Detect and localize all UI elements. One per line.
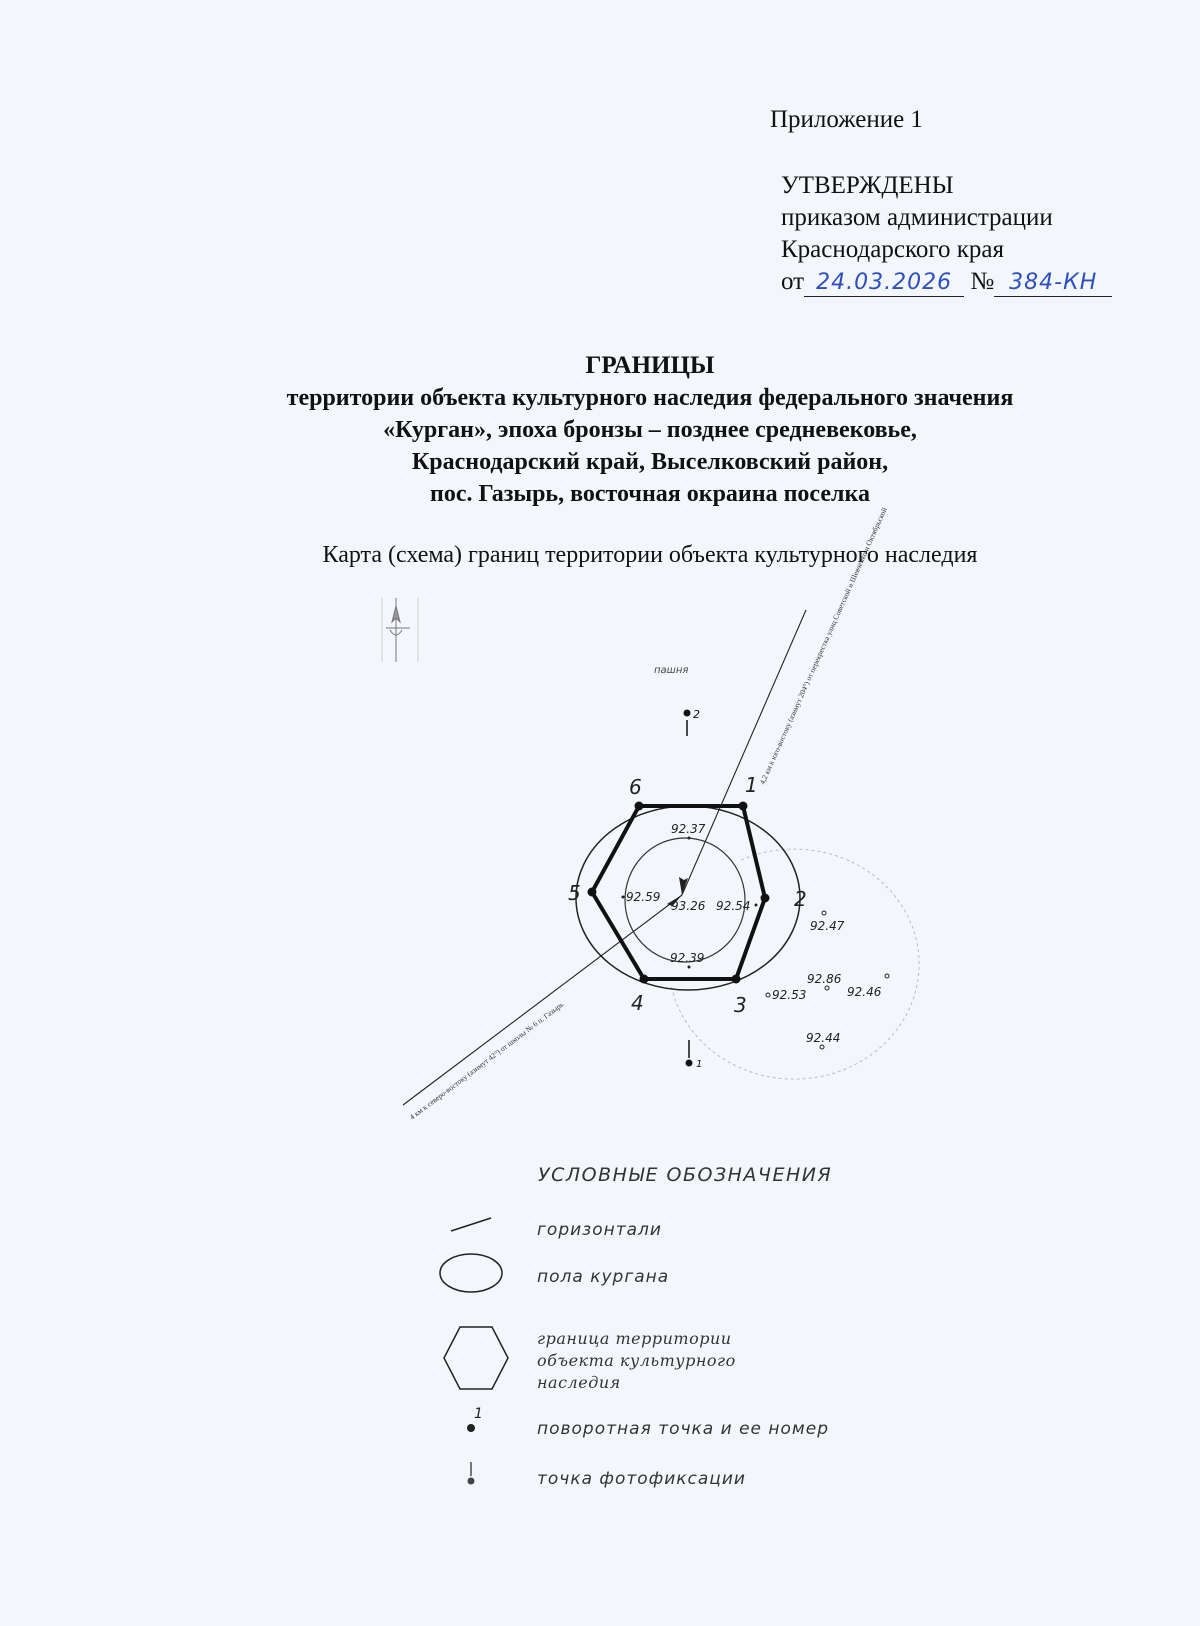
- appendix-label: Приложение 1: [770, 106, 923, 133]
- photo-point-1: [686, 1040, 703, 1070]
- photo-point-number-2: 2: [693, 708, 700, 721]
- elevation-e1: 92.47: [810, 919, 845, 933]
- handwritten-date: 24.03.2026: [816, 270, 953, 295]
- elevation-e2: 92.86: [807, 972, 842, 986]
- vertex-label-1: 1: [745, 773, 758, 797]
- elevation-bottom: 92.39: [670, 951, 705, 965]
- title-line-2: «Курган», эпоха бронзы – позднее средневековье,: [383, 417, 917, 443]
- ne-reference-text: 4,2 км к юго-востоку (азимут 204°) от перекрестка улиц Советской и Шевченко и Октябрьской: [757, 506, 889, 786]
- map-subtitle: Карта (схема) границ территории объекта культурного наследия: [322, 542, 978, 568]
- legend-contour-symbol: [451, 1218, 491, 1231]
- elevation-top: 92.37: [671, 822, 706, 836]
- vertex-label-5: 5: [568, 881, 581, 905]
- legend-turn-point-number: 1: [474, 1406, 483, 1422]
- field-label: пашня: [654, 665, 689, 676]
- title-line-3: Краснодарский край, Выселковский район,: [411, 449, 889, 475]
- approval-line-3: Краснодарского края: [781, 236, 1004, 263]
- legend-turn-point-label: поворотная точка и ее номер: [537, 1419, 829, 1439]
- legend-mound-floor-label: пола кургана: [537, 1267, 670, 1287]
- approval-heading: УТВЕРЖДЕНЫ: [781, 172, 954, 199]
- legend-ellipse-symbol: [440, 1254, 502, 1292]
- approval-line-2: приказом администрации: [781, 204, 1053, 231]
- legend-photo-point-symbol: [468, 1478, 475, 1485]
- reference-line-ne: [682, 610, 806, 895]
- legend-boundary-label: граница территории объекта культурного наследия: [537, 1329, 736, 1392]
- north-arrow-icon: [382, 598, 418, 662]
- from-label: от: [781, 268, 805, 295]
- title-line-4: пос. Газырь, восточная окраина поселка: [430, 481, 870, 507]
- legend-title: УСЛОВНЫЕ ОБОЗНАЧЕНИЯ: [538, 1164, 833, 1186]
- legend-contours-label: горизонтали: [537, 1220, 662, 1240]
- legend-hexagon-symbol: [444, 1327, 508, 1389]
- elevation-right: 92.54: [716, 899, 751, 913]
- vertex-label-3: 3: [734, 993, 747, 1017]
- elevation-center: 93.26: [671, 899, 706, 913]
- vertex-label-6: 6: [629, 775, 642, 799]
- elevation-e3: 92.53: [772, 988, 807, 1002]
- photo-point-2: [684, 708, 701, 736]
- vertex-label-2: 2: [794, 887, 807, 911]
- sw-reference-text: 4 км к северо-востоку (азимут 42°) от школы № 6 п. Газырь: [407, 999, 566, 1122]
- elevation-left: 92.59: [626, 890, 661, 904]
- legend-photo-point-label: точка фотофиксации: [537, 1469, 746, 1489]
- vertex-label-4: 4: [631, 991, 644, 1015]
- handwritten-number: 384-КН: [1009, 270, 1098, 295]
- number-label: №: [970, 268, 995, 295]
- title-line-1: территории объекта культурного наследия федерального значения: [286, 385, 1014, 411]
- title-main: ГРАНИЦЫ: [585, 352, 715, 379]
- elevation-e5: 92.44: [806, 1031, 841, 1045]
- legend-turn-point-symbol: [467, 1424, 475, 1432]
- photo-point-number-1: 1: [696, 1059, 703, 1070]
- elevation-e4: 92.46: [847, 985, 882, 999]
